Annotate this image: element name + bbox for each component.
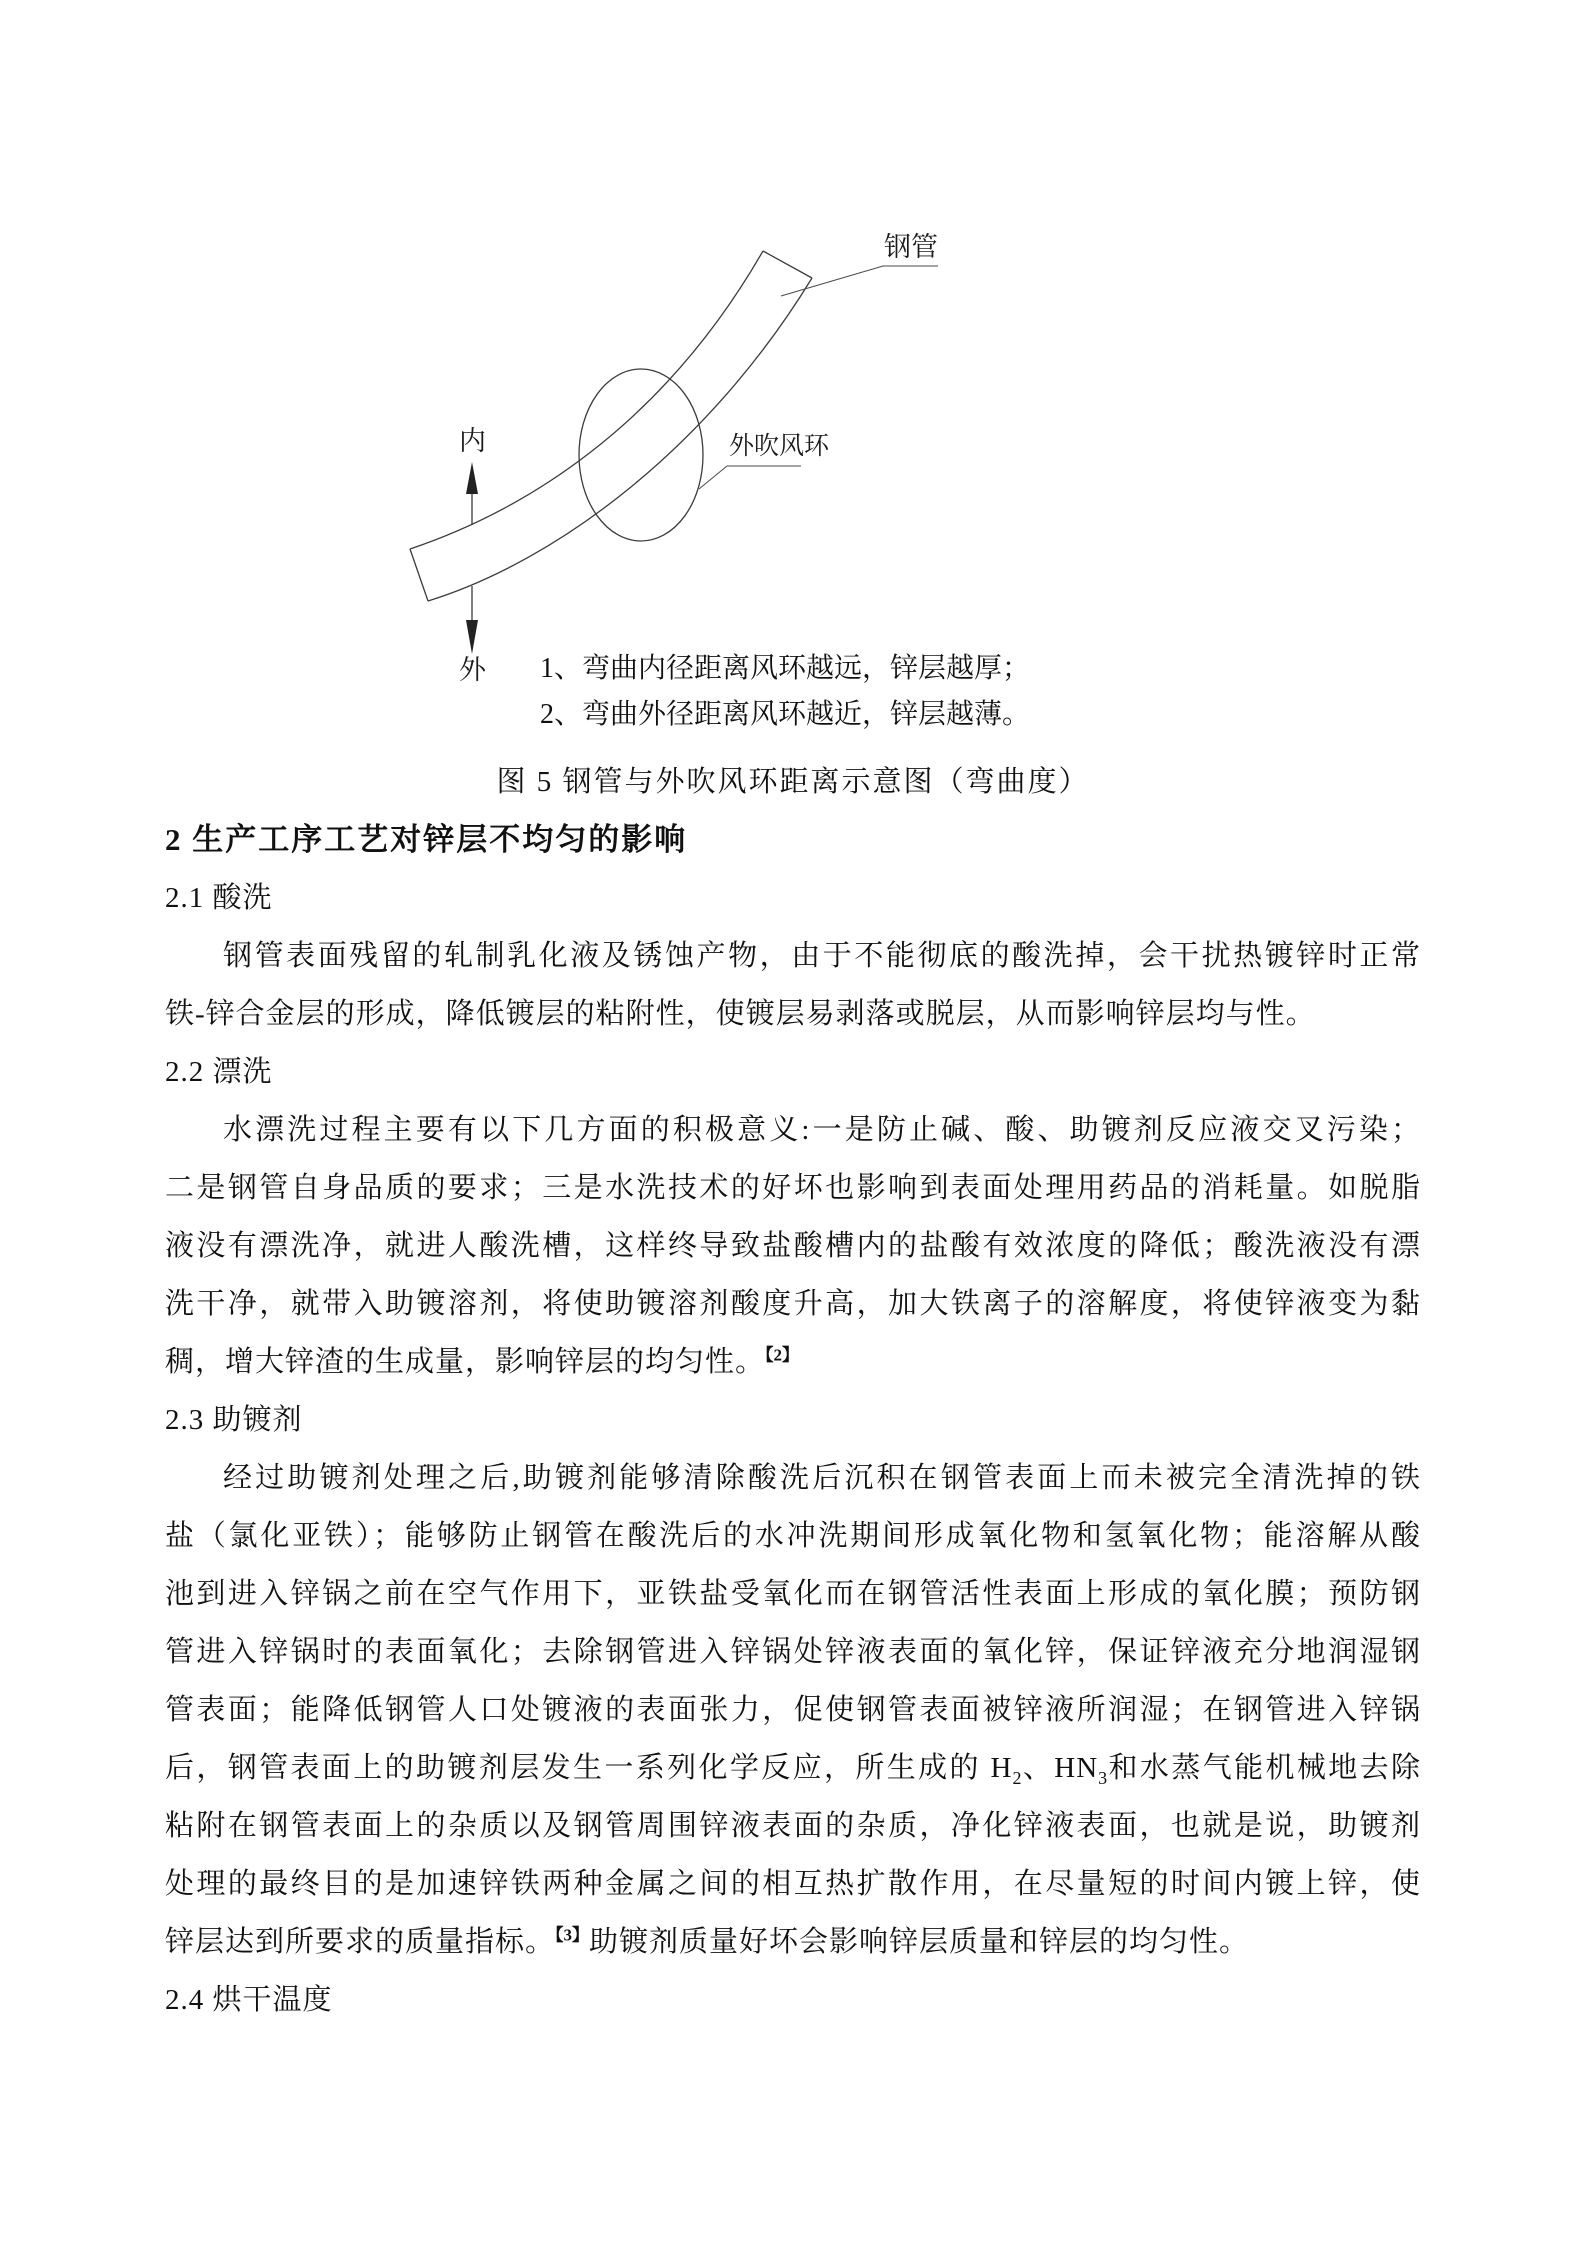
air-ring-leader-line <box>699 466 801 489</box>
subsection-title-2-3: 2.3 助镀剂 <box>165 1404 303 1436</box>
paragraph-line: 经过助镀剂处理之后,助镀剂能够清除酸洗后沉积在钢管表面上而未被完全清洗掉的铁 <box>223 1462 1421 1494</box>
paragraph-line-with-citation: 稠，增大锌渣的生成量，影响锌层的均匀性。$^{【2】}$ <box>165 1345 800 1378</box>
pipe-right-end-cap <box>763 251 812 278</box>
air-ring-ellipse <box>579 369 703 541</box>
inner-side-label: 内 <box>459 426 486 456</box>
subsection-title-2-2: 2.2 漂洗 <box>165 1056 273 1088</box>
pipe-leader-line <box>781 266 938 296</box>
pipe-upper-edge <box>410 251 763 549</box>
paragraph-line: 铁-锌合金层的形成，降低镀层的粘附性，使镀层易剥落或脱层，从而影响锌层均与性。 <box>165 998 1316 1030</box>
outer-side-label: 外 <box>459 655 486 685</box>
paragraph-line: 液没有漂洗净，就进人酸洗槽，这样终导致盐酸槽内的盐酸有效浓度的降低；酸洗液没有漂 <box>165 1230 1421 1262</box>
outer-arrowhead-icon <box>466 620 478 654</box>
paragraph-line: 处理的最终目的是加速锌铁两种金属之间的相互热扩散作用，在尽量短的时间内镀上锌，使 <box>165 1868 1421 1900</box>
figure-note-2: 2、弯曲外径距离风环越近，锌层越薄。 <box>540 699 1031 730</box>
inner-arrowhead-icon <box>466 462 478 494</box>
paragraph-line: 粘附在钢管表面上的杂质以及钢管周围锌液表面的杂质，净化锌液表面，也就是说，助镀剂 <box>165 1810 1421 1842</box>
paragraph-line-with-citation: 锌层达到所要求的质量指标。$^{【3】}$助镀剂质量好坏会影响锌层质量和锌层的均匀性。 <box>165 1925 1250 1958</box>
paragraph-line: 管表面；能降低钢管人口处镀液的表面张力，促使钢管表面被锌液所润湿；在钢管进入锌锅 <box>165 1694 1421 1726</box>
text-body <box>165 753 1421 2029</box>
figure-note-1: 1、弯曲内径距离风环越远，锌层越厚； <box>540 653 1031 684</box>
paragraph-line: 盐（氯化亚铁）；能够防止钢管在酸洗后的水冲洗期间形成氧化物和氢氧化物；能溶解从酸 <box>165 1520 1421 1552</box>
section-heading: 2 生产工序工艺对锌层不均匀的影响 <box>165 822 688 857</box>
figure-caption: 图 5 钢管与外吹风环距离示意图（弯曲度） <box>496 766 1090 798</box>
pipe-label: 钢管 <box>884 232 938 262</box>
paragraph-line: 水漂洗过程主要有以下几方面的积极意义:一是防止碱、酸、助镀剂反应液交叉污染； <box>223 1114 1421 1146</box>
subsection-title-2-1: 2.1 酸洗 <box>165 882 273 914</box>
air-ring-label: 外吹风环 <box>729 433 830 460</box>
paragraph-line-with-formula: 后，钢管表面上的助镀剂层发生一系列化学反应，所生成的 $H_2$、$HN_3$和水蒸气能机械地去除 <box>165 1752 1421 1788</box>
paragraph-line: 二是钢管自身品质的要求；三是水洗技术的好坏也影响到表面处理用药品的消耗量。如脱脂 <box>165 1172 1421 1204</box>
pipe-air-ring-diagram <box>0 0 1587 820</box>
paragraph-line: 管进入锌锅时的表面氧化；去除钢管进入锌锅处锌液表面的氧化锌，保证锌液充分地润湿钢 <box>165 1636 1421 1668</box>
paragraph-line: 洗干净，就带入助镀溶剂，将使助镀溶剂酸度升高，加大铁离子的溶解度，将使锌液变为黏 <box>165 1288 1421 1320</box>
subsection-title-2-4: 2.4 烘干温度 <box>165 1984 333 2016</box>
pipe-left-end-cap <box>410 549 428 601</box>
paragraph-line: 池到进入锌锅之前在空气作用下，亚铁盐受氧化而在钢管活性表面上形成的氧化膜；预防钢 <box>165 1578 1421 1610</box>
paragraph-line: 钢管表面残留的轧制乳化液及锈蚀产物，由于不能彻底的酸洗掉，会干扰热镀锌时正常 <box>223 940 1421 972</box>
